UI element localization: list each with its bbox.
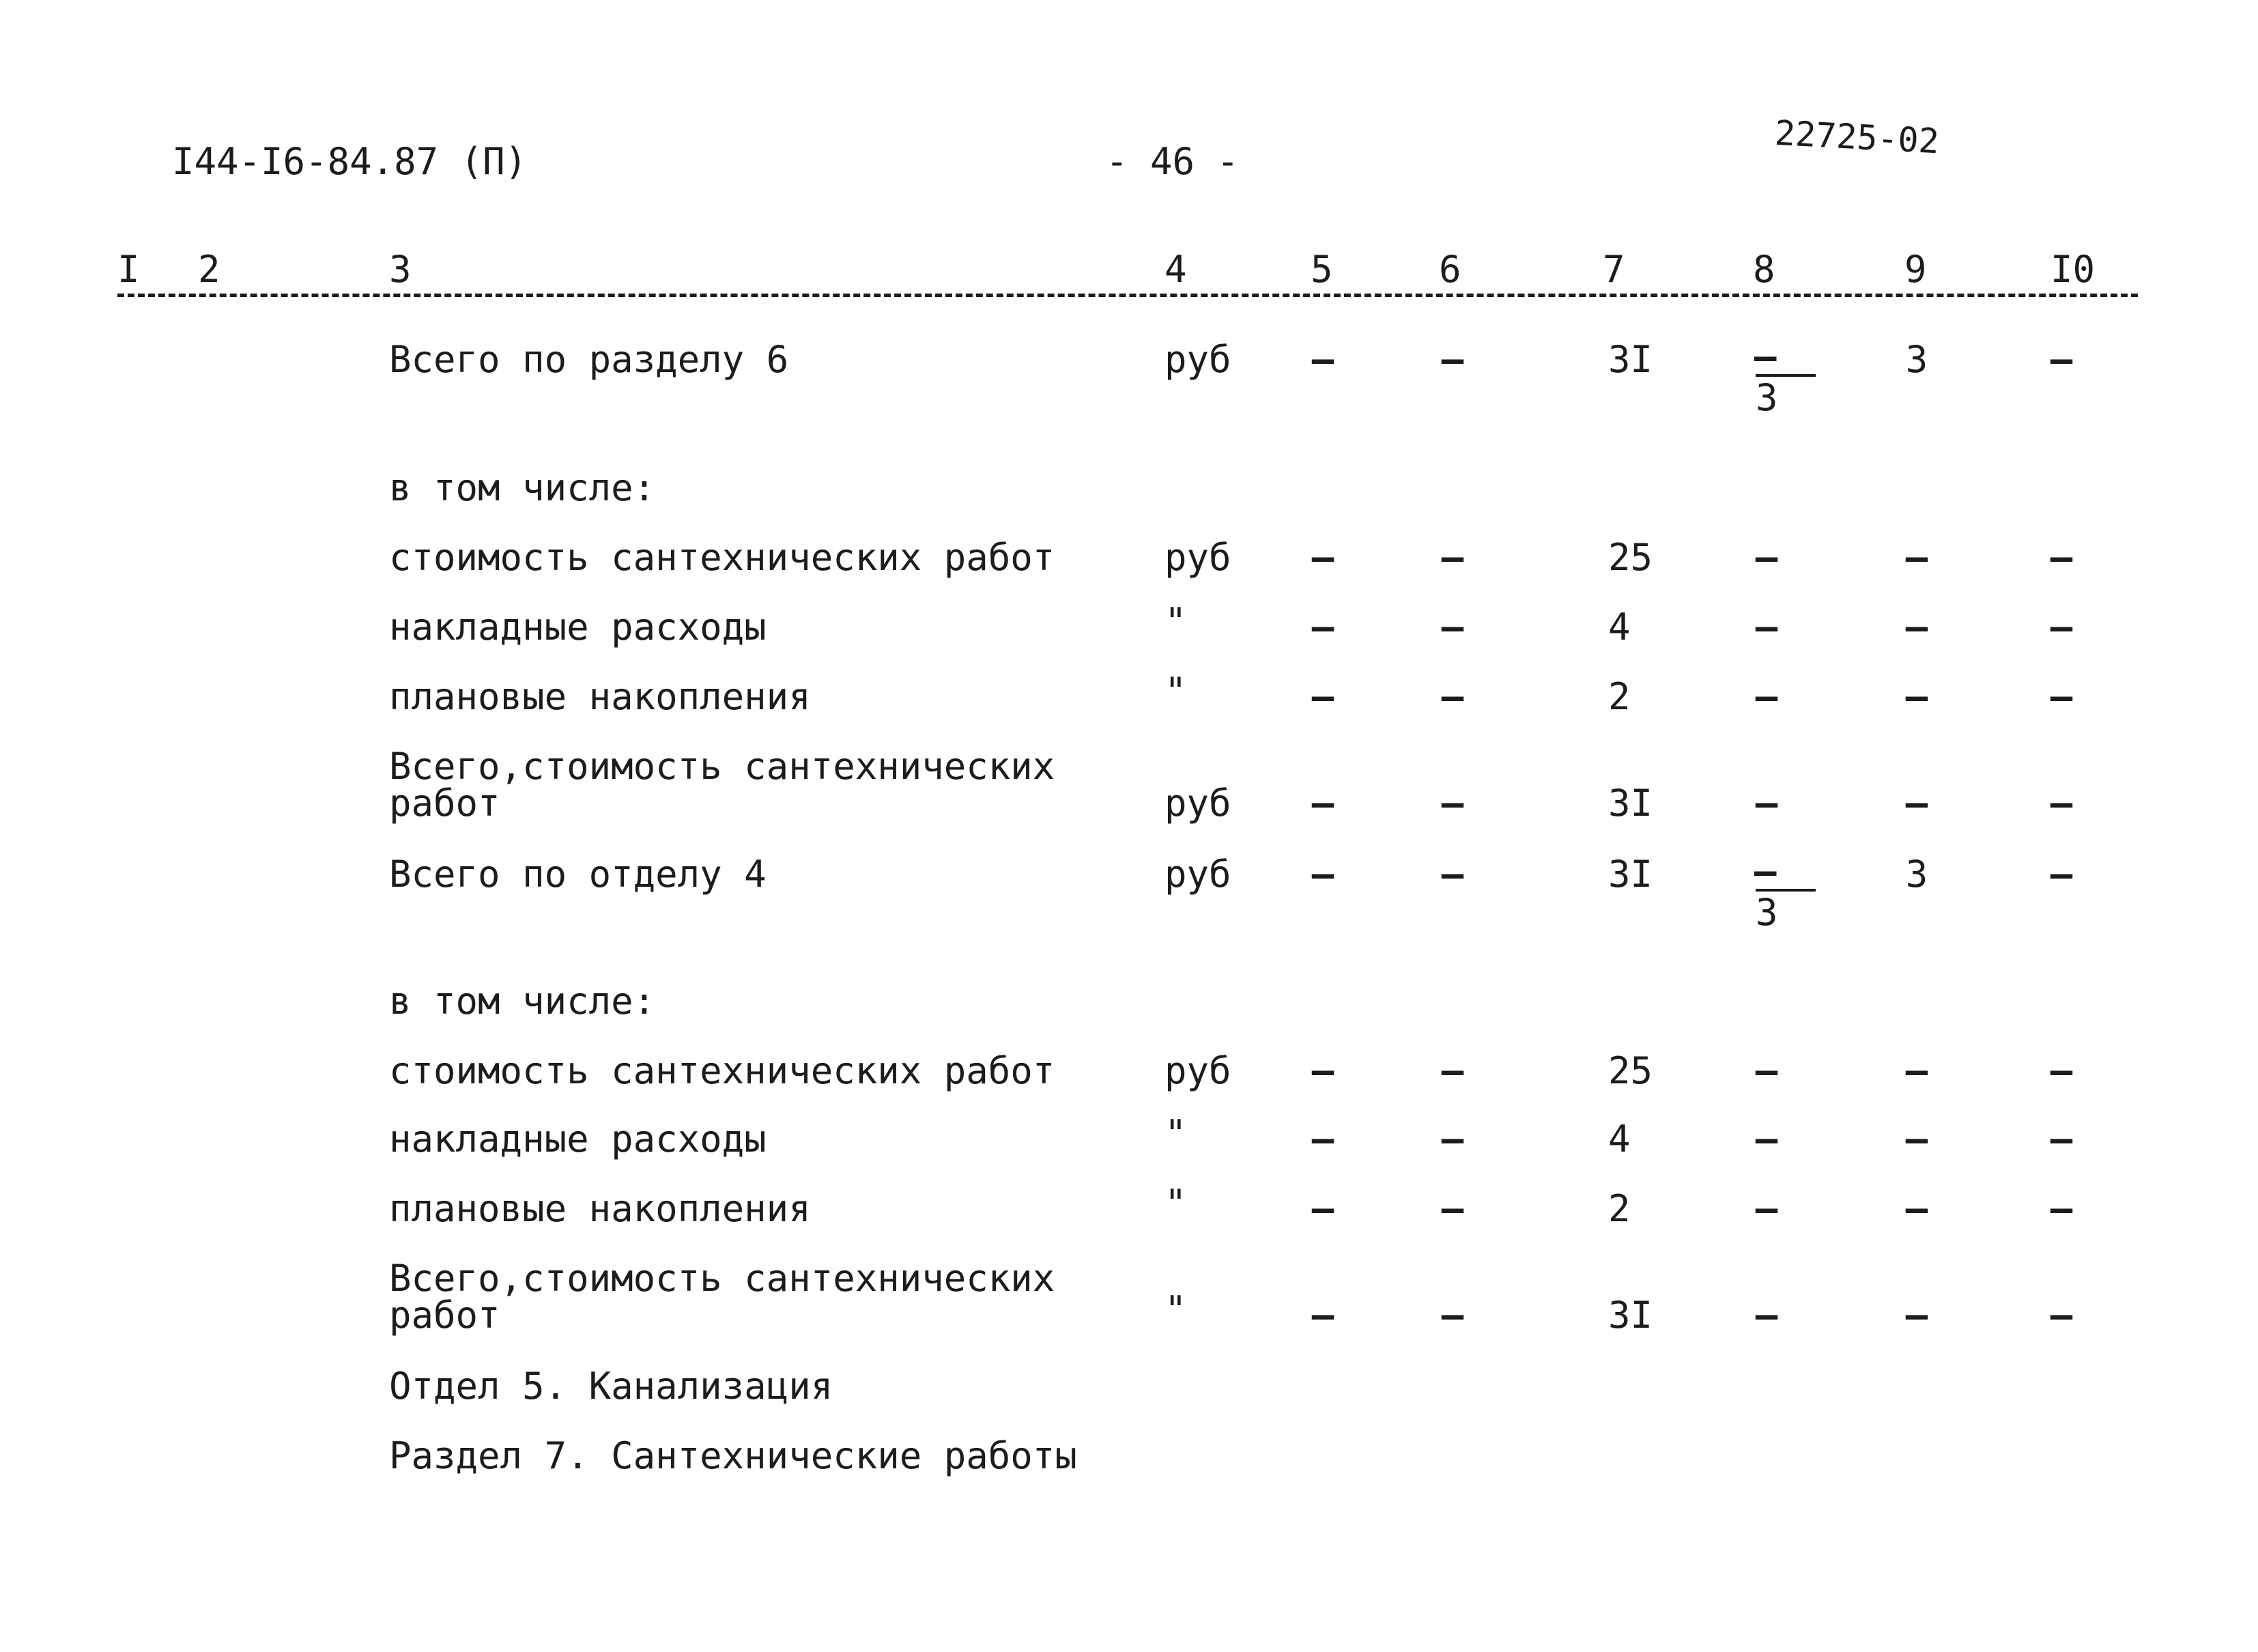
row-label: в том числе: bbox=[389, 980, 656, 1023]
row-col5: – bbox=[1311, 536, 1334, 579]
row-col5: – bbox=[1311, 1049, 1334, 1092]
row-col10: – bbox=[2050, 1187, 2073, 1230]
row-label: Всего,стоимость сантехнических работ bbox=[389, 745, 1055, 825]
row-col7: 3I bbox=[1608, 782, 1653, 825]
row-unit: " bbox=[1164, 670, 1187, 713]
row-col10: – bbox=[2050, 1294, 2073, 1337]
row-col10: – bbox=[2050, 782, 2073, 825]
row-col10: – bbox=[2050, 338, 2073, 381]
row-col8: – bbox=[1755, 536, 1778, 579]
row-col7: 3I bbox=[1608, 338, 1653, 381]
row-col9: – bbox=[1905, 675, 1928, 718]
fraction-denominator: 3 bbox=[1756, 376, 1778, 419]
row-col9: 3 bbox=[1905, 338, 1928, 381]
row-col10: – bbox=[2050, 1049, 2073, 1092]
row-col6: – bbox=[1441, 536, 1464, 579]
row-col7: 4 bbox=[1608, 1117, 1631, 1160]
row-col8: – bbox=[1755, 1187, 1778, 1230]
row-col6: – bbox=[1441, 1117, 1464, 1160]
row-label: стоимость сантехнических работ bbox=[389, 536, 1055, 579]
row-col8: – bbox=[1755, 782, 1778, 825]
row-col5: – bbox=[1311, 1117, 1334, 1160]
row-unit: руб bbox=[1164, 1049, 1231, 1092]
column-header-6: 6 bbox=[1439, 248, 1461, 291]
column-header-10: I0 bbox=[2050, 248, 2096, 291]
row-col7: 2 bbox=[1608, 675, 1631, 718]
column-header-1: I bbox=[117, 248, 140, 291]
row-col6: – bbox=[1441, 1294, 1464, 1337]
row-col5: – bbox=[1311, 853, 1334, 896]
row-col8: – bbox=[1755, 606, 1778, 649]
row-col9: – bbox=[1905, 536, 1928, 579]
row-col9: – bbox=[1905, 1294, 1928, 1337]
row-col5: – bbox=[1311, 782, 1334, 825]
column-header-2: 2 bbox=[198, 248, 220, 291]
row-col7: 3I bbox=[1608, 853, 1653, 896]
row-label: Отдел 5. Канализация bbox=[389, 1365, 833, 1408]
column-header-5: 5 bbox=[1311, 248, 1333, 291]
row-label: стоимость сантехнических работ bbox=[389, 1049, 1055, 1092]
row-col10: – bbox=[2050, 853, 2073, 896]
row-col9: – bbox=[1905, 606, 1928, 649]
column-header-8: 8 bbox=[1753, 248, 1775, 291]
row-unit: руб bbox=[1164, 853, 1231, 896]
row-col8: – bbox=[1755, 1294, 1778, 1337]
row-label: Всего по разделу 6 bbox=[389, 338, 789, 381]
row-col5: – bbox=[1311, 675, 1334, 718]
row-col5: – bbox=[1311, 1294, 1334, 1337]
row-col5: – bbox=[1311, 606, 1334, 649]
row-col8: – bbox=[1755, 1117, 1778, 1160]
row-unit: руб bbox=[1164, 782, 1231, 825]
row-col10: – bbox=[2050, 675, 2073, 718]
row-unit: " bbox=[1164, 1182, 1187, 1225]
row-unit: руб bbox=[1164, 536, 1231, 579]
row-col6: – bbox=[1441, 1049, 1464, 1092]
header-divider bbox=[117, 294, 2138, 297]
row-col7: 25 bbox=[1608, 1049, 1653, 1092]
document-code: I44-I6-84.87 (П) bbox=[172, 140, 528, 183]
row-label: плановые накопления bbox=[389, 675, 811, 718]
row-col10: – bbox=[2050, 536, 2073, 579]
row-col8: – bbox=[1755, 675, 1778, 718]
row-col5: – bbox=[1311, 1187, 1334, 1230]
row-col9: 3 bbox=[1905, 853, 1928, 896]
column-header-3: 3 bbox=[389, 248, 412, 291]
row-col6: – bbox=[1441, 1187, 1464, 1230]
row-col6: – bbox=[1441, 338, 1464, 381]
row-col6: – bbox=[1441, 853, 1464, 896]
row-unit: " bbox=[1164, 1288, 1187, 1331]
page-number: - 46 - bbox=[1106, 140, 1240, 183]
row-col7: 25 bbox=[1608, 536, 1653, 579]
fraction-numerator: – bbox=[1754, 850, 1778, 893]
row-col10: – bbox=[2050, 606, 2073, 649]
row-unit: " bbox=[1164, 1112, 1187, 1155]
row-label: в том числе: bbox=[389, 466, 656, 509]
row-col5: – bbox=[1311, 338, 1334, 381]
row-label: накладные расходы bbox=[389, 606, 767, 649]
row-col10: – bbox=[2050, 1117, 2073, 1160]
row-label: накладные расходы bbox=[389, 1117, 767, 1160]
row-label: Всего,стоимость сантехнических работ bbox=[389, 1257, 1055, 1337]
row-col9: – bbox=[1905, 782, 1928, 825]
registration-number: 22725-02 bbox=[1773, 113, 1941, 162]
column-header-9: 9 bbox=[1904, 248, 1927, 291]
row-col7: 3I bbox=[1608, 1294, 1653, 1337]
row-label: Раздел 7. Сантехнические работы bbox=[389, 1434, 1077, 1477]
row-unit: " bbox=[1164, 600, 1187, 643]
row-col6: – bbox=[1441, 782, 1464, 825]
row-col9: – bbox=[1905, 1187, 1928, 1230]
row-col6: – bbox=[1441, 675, 1464, 718]
row-label: плановые накопления bbox=[389, 1187, 811, 1230]
row-label: Всего по отделу 4 bbox=[389, 853, 767, 896]
row-col9: – bbox=[1905, 1049, 1928, 1092]
row-col7: 4 bbox=[1608, 606, 1631, 649]
fraction-denominator: 3 bbox=[1756, 891, 1778, 934]
row-col7: 2 bbox=[1608, 1187, 1631, 1230]
row-col8: – bbox=[1755, 1049, 1778, 1092]
row-col9: – bbox=[1905, 1117, 1928, 1160]
row-unit: руб bbox=[1164, 338, 1231, 381]
column-header-7: 7 bbox=[1603, 248, 1625, 291]
column-header-4: 4 bbox=[1164, 248, 1187, 291]
row-col6: – bbox=[1441, 606, 1464, 649]
fraction-numerator: – bbox=[1754, 335, 1778, 378]
